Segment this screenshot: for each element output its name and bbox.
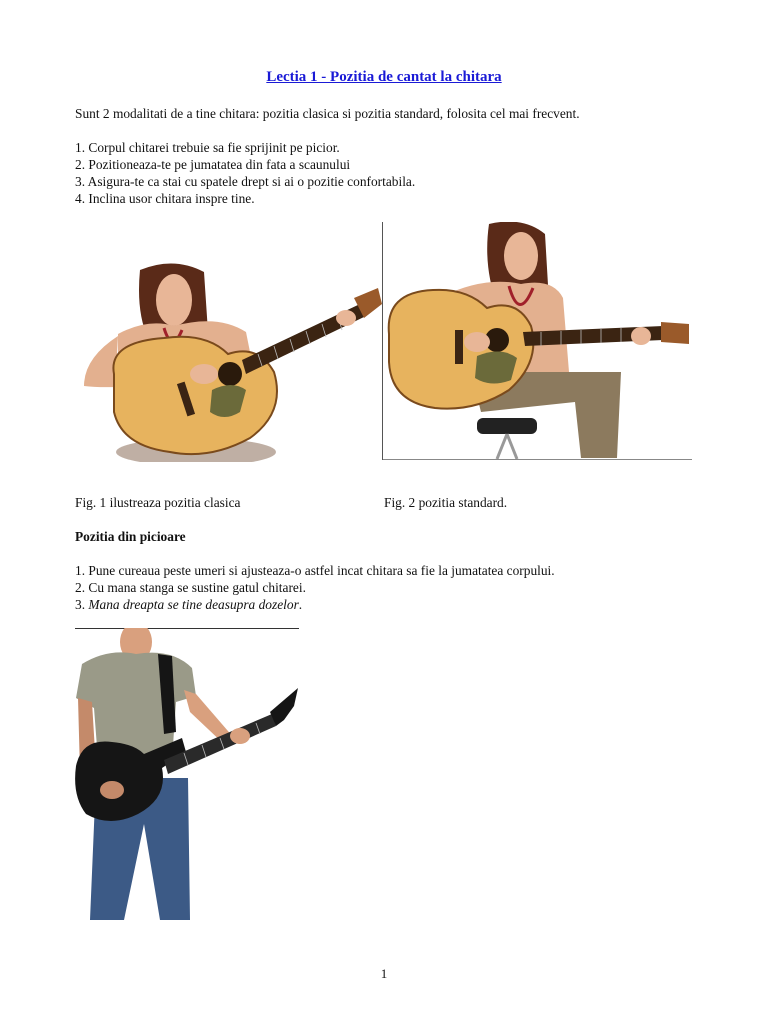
sitting-step-3: 3. Asigura-te ca stai cu spatele drept si ai o pozitie confortabila. [75, 174, 416, 189]
page-title: Lectia 1 - Pozitia de cantat la chitara [266, 69, 502, 85]
intro-paragraph: Sunt 2 modalitati de a tine chitara: pozitia clasica si pozitia standard, folosita cel mai frecvent. [75, 106, 580, 121]
standing-step-3-end: . [298, 597, 303, 612]
standing-step-2: 2. Cu mana stanga se sustine gatul chitarei. [75, 580, 306, 595]
standing-step-3-italic-text: Mana dreapta se tine deasupra dozelor [88, 597, 299, 612]
sitting-step-4: 4. Inclina usor chitara inspre tine. [75, 191, 255, 206]
standing-position-photo [72, 628, 300, 920]
standing-step-3-number: 3. [75, 597, 89, 612]
sitting-step-1: 1. Corpul chitarei trebuie sa fie sprijinit pe picior. [75, 140, 340, 155]
standing-section-heading: Pozitia din picioare [75, 529, 186, 544]
page-number: 1 [380, 966, 388, 981]
figure-1-caption: Fig. 1 ilustreaza pozitia clasica [75, 495, 241, 510]
figure-2-bottom-border [383, 459, 692, 460]
figure-2-caption: Fig. 2 pozitia standard. [384, 495, 508, 510]
standing-step-3 [75, 596, 302, 613]
standing-step-1: 1. Pune cureaua peste umeri si ajusteaza-o astfel incat chitara sa fie la jumatatea corpului. [75, 563, 555, 578]
sitting-step-2: 2. Pozitioneaza-te pe jumatatea din fata a scaunului [75, 157, 351, 172]
figure-1-classical-position-photo [78, 262, 384, 462]
figure-2-left-border [382, 222, 383, 460]
figure-2-standard-position-photo [385, 222, 692, 459]
